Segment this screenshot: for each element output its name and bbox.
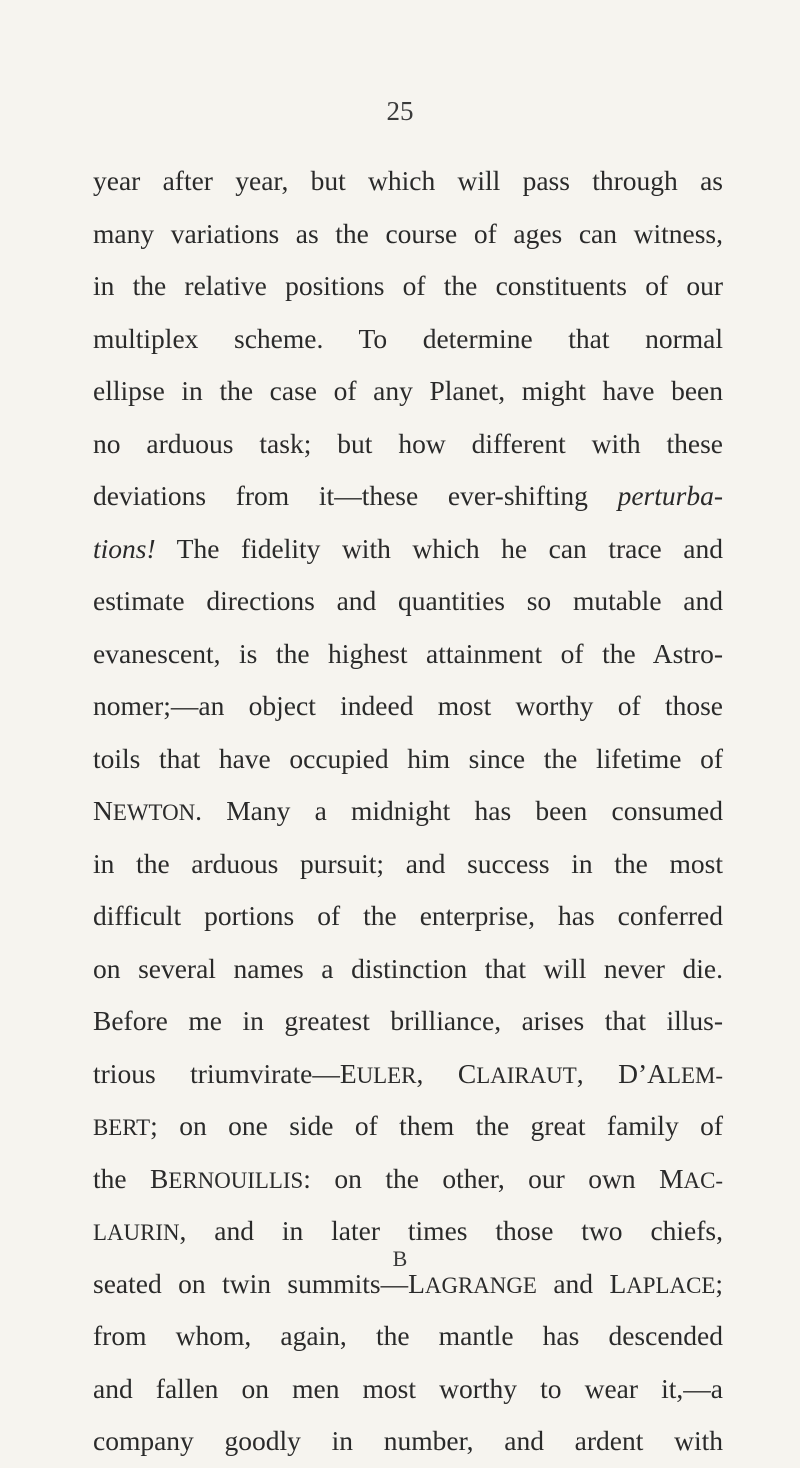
text-line: nomer;—an object indeed most worthy of those <box>93 690 723 721</box>
text-line: NEWTON. Many a midnight has been consumed <box>93 795 723 826</box>
text-line: company goodly in number, and ardent with <box>93 1425 723 1456</box>
text-line: trious triumvirate—EULER, CLAIRAUT, D’ALEM- <box>93 1057 723 1089</box>
text-line: LAURIN, and in later times those two chiefs, <box>93 1215 723 1246</box>
text-line: estimate directions and quantities so mutable and <box>93 585 723 616</box>
text-line: no arduous task; but how different with these <box>93 427 723 459</box>
text-line: in the arduous pursuit; and success in the most <box>93 847 723 879</box>
text-line: and fallen on men most worthy to wear it,—a <box>93 1372 723 1404</box>
text-line: year after year, but which will pass through as <box>93 165 723 196</box>
page-number: 25 <box>386 96 414 126</box>
text-line: on several names a distinction that will never die. <box>93 952 723 984</box>
text-line: from whom, again, the mantle has descended <box>93 1320 723 1351</box>
signature-mark: B <box>392 1246 408 1271</box>
text-line: ellipse in the case of any Planet, might have been <box>93 375 723 406</box>
text-line: BERT; on one side of them the great family of <box>93 1110 723 1141</box>
text-line: multiplex scheme. To determine that normal <box>93 322 723 354</box>
text-line: toils that have occupied him since the lifetime of <box>93 742 723 774</box>
text-line: the BERNOUILLIS: on the other, our own MAC- <box>93 1162 723 1194</box>
text-line: deviations from it—these ever-shifting perturba- <box>93 480 723 511</box>
text-line: tions! The fidelity with which he can trace and <box>93 532 723 564</box>
text-line: difficult portions of the enterprise, has conferred <box>93 900 723 931</box>
text-line: Before me in greatest brilliance, arises that illus- <box>93 1005 723 1036</box>
text-line: in the relative positions of the constituents of our <box>93 270 723 301</box>
text-line: seated on twin summits—LAGRANGE and LAPLACE; <box>93 1267 723 1299</box>
text-line: many variations as the course of ages can witness, <box>93 217 723 249</box>
text-line: evanescent, is the highest attainment of the Astro- <box>93 637 723 669</box>
